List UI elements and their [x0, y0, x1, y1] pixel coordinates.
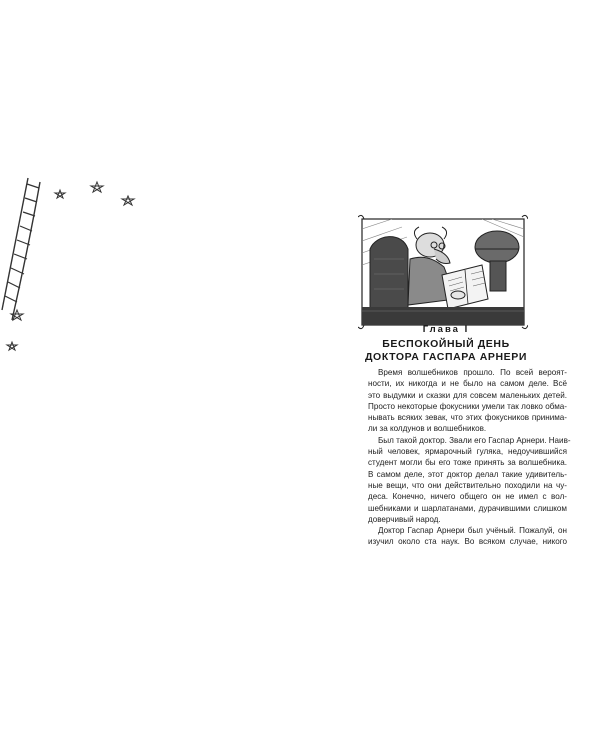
text-line: доверчивый народ. — [368, 514, 441, 524]
text-line: ный человек, ярмарочный гуляка, недоучившийся — [368, 447, 567, 457]
doctor-reading-book-illustration — [362, 219, 524, 325]
text-line: Время волшебников прошло. По всей вероят- — [378, 368, 567, 377]
text-line: деса. Конечно, ничего общего он не имел с вол- — [368, 492, 567, 502]
text-line: Доктор Гаспар Арнери был учёный. Пожалуй, он — [378, 526, 567, 536]
text-line: изучил около ста наук. Во всяком случае, никого — [368, 537, 567, 547]
text-line: ности, их никогда и не было на самом деле. Всё — [368, 379, 567, 389]
text-line: студент могли бы его тоже принять за волшебника. — [368, 458, 567, 468]
text-line: ные вещи, что они действительно походили на чу- — [368, 480, 567, 490]
chapter-body-text — [368, 367, 571, 548]
text-line: Просто некоторые фокусники умели так ловко обма- — [368, 401, 567, 411]
ladder-and-stars-illustration — [0, 170, 150, 370]
right-page — [300, 0, 600, 750]
text-line: это выдумки и сказки для совсем маленьких детей. — [368, 390, 567, 400]
text-line: ли за колдунов и волшебников. — [368, 424, 487, 434]
chapter-title — [296, 338, 596, 364]
text-line: нывать всяких зевак, что этих фокусников принима- — [368, 413, 567, 423]
chapter-title-line-2: ДОКТОРА ГАСПАРА АРНЕРИ — [364, 351, 528, 363]
illustration-frame — [358, 214, 528, 334]
text-line: В самом деле, этот доктор делал такие удивитель- — [368, 469, 567, 479]
text-line: шебниками и шарлатанами, дурачившими слишком — [368, 503, 567, 513]
chapter-title-line-1: БЕСПОКОЙНЫЙ ДЕНЬ — [382, 338, 510, 350]
text-line: Был такой доктор. Звали его Гаспар Арнери. Наив- — [378, 435, 571, 445]
chapter-label: Глава I — [422, 324, 470, 335]
